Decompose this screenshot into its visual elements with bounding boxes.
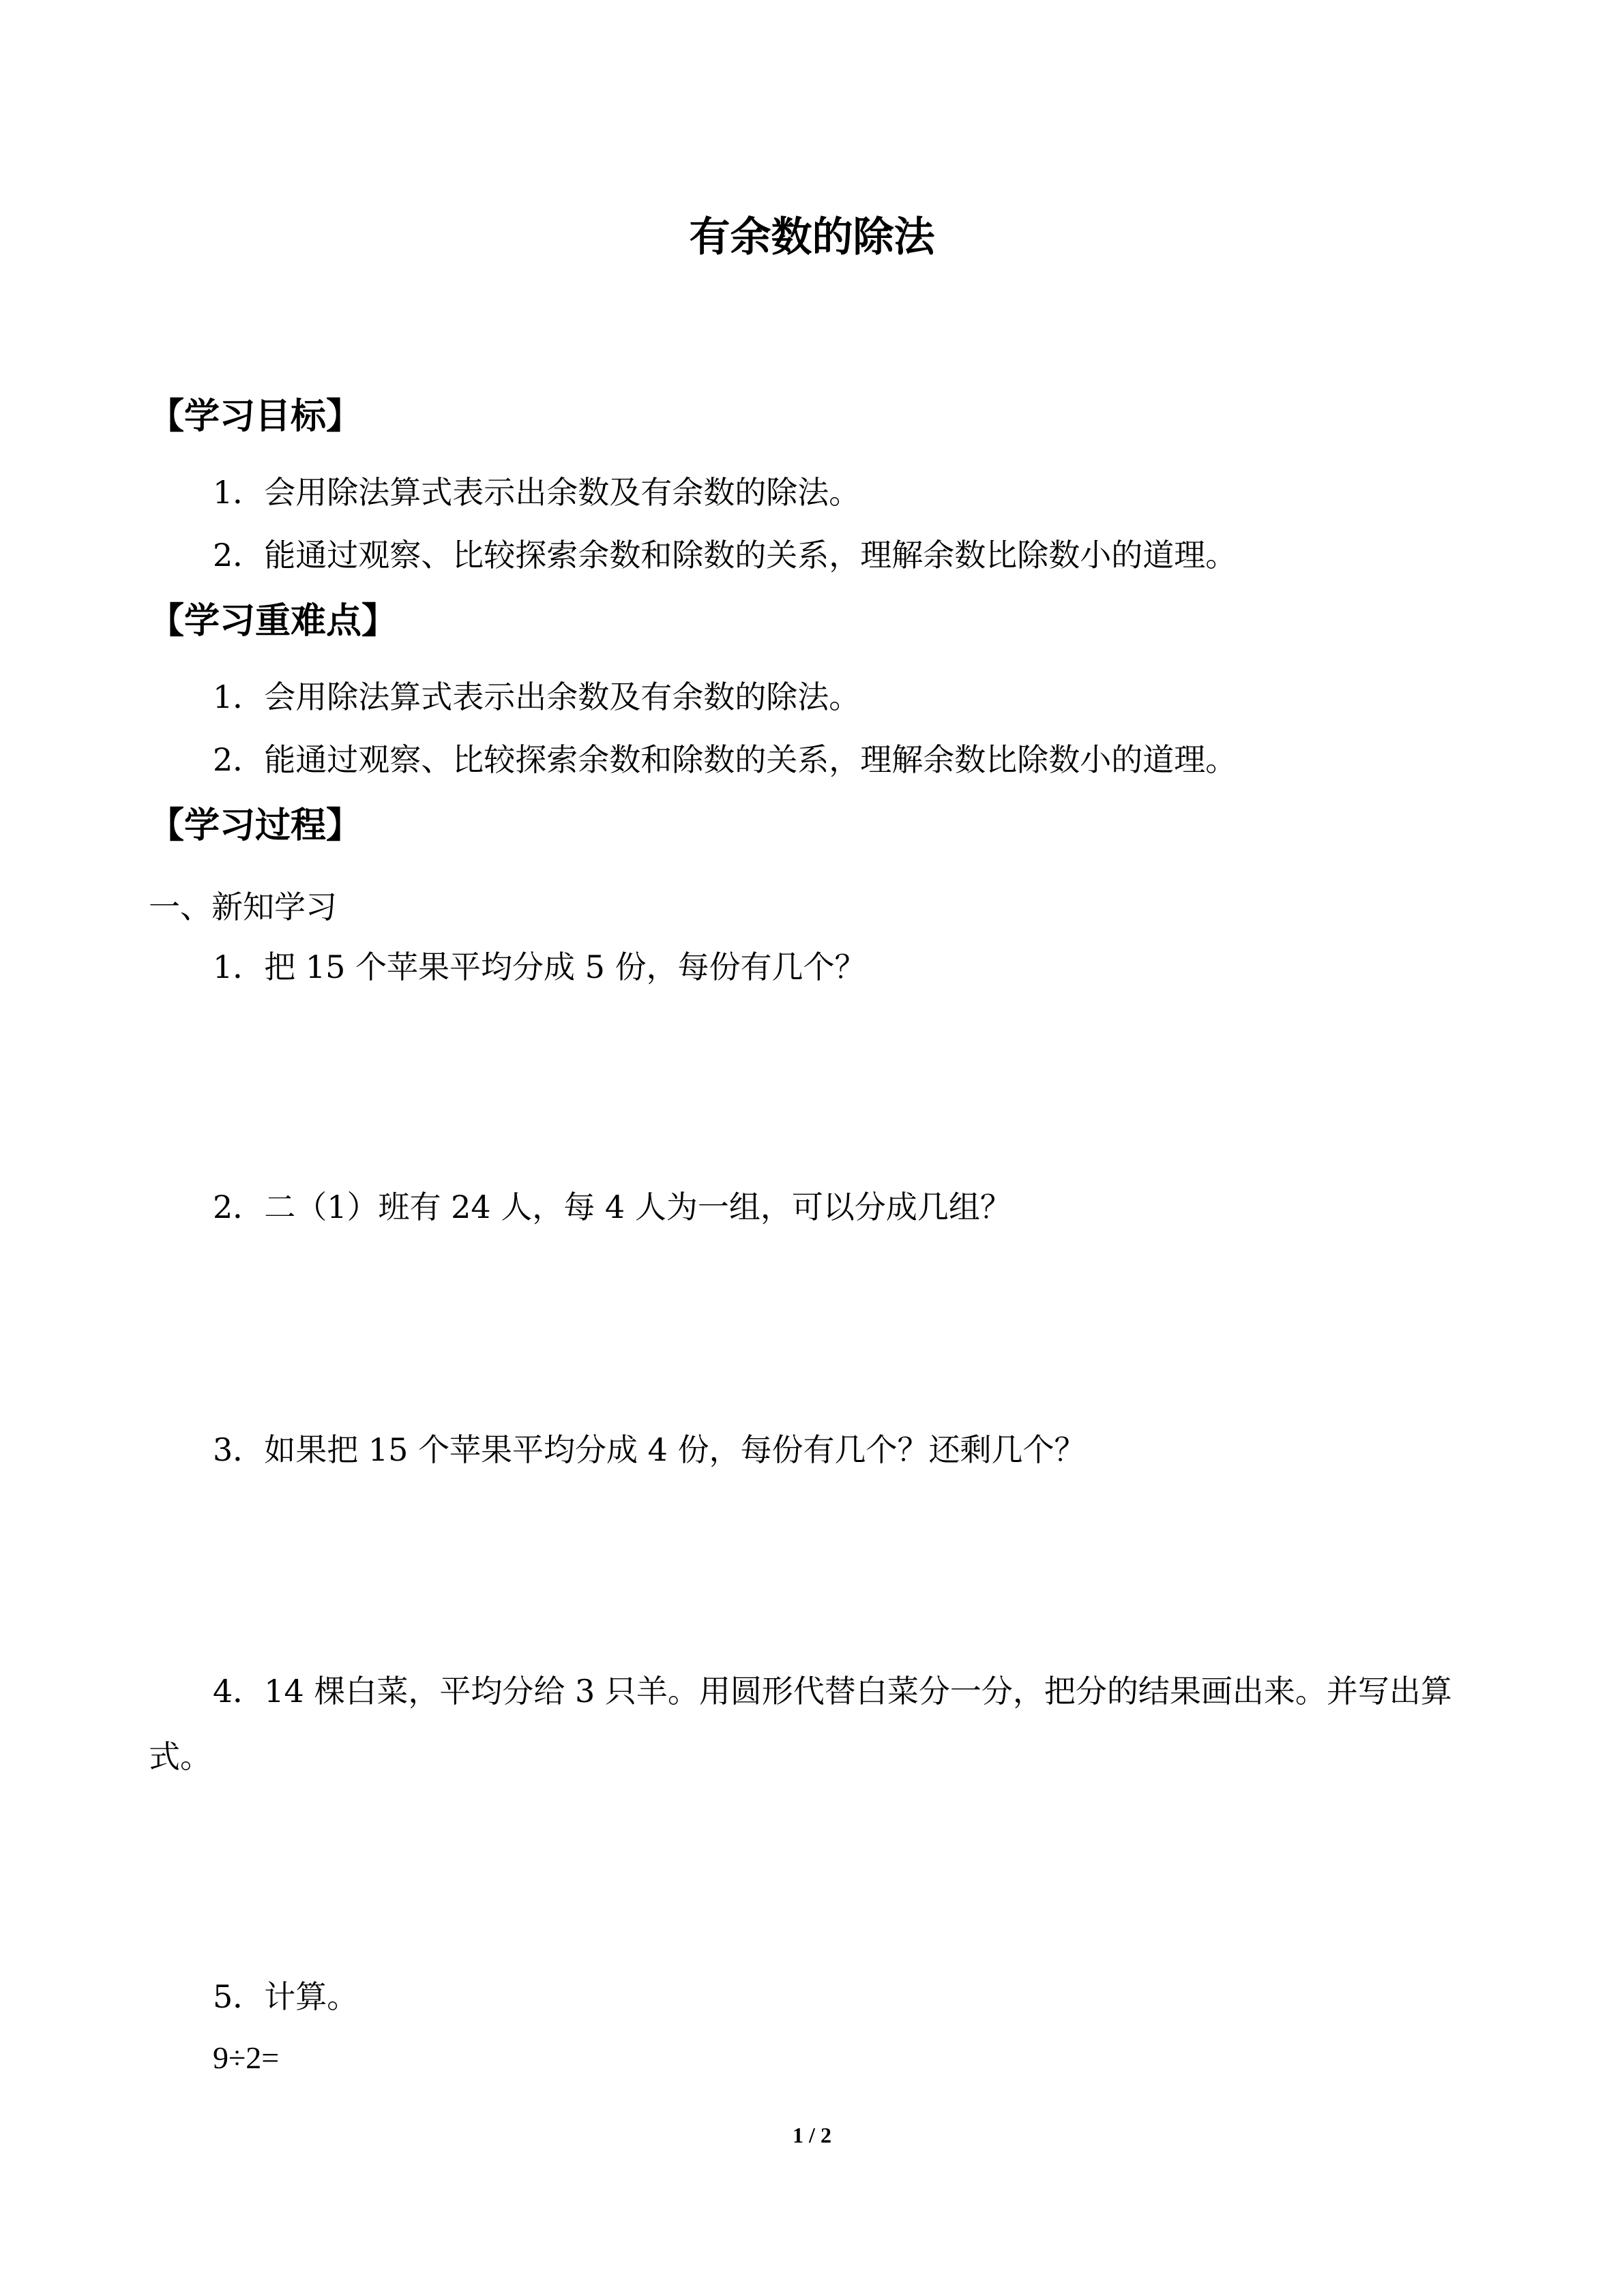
question-4-text: 4．14 棵白菜，平均分给 3 只羊。用圆形代替白菜分一分，把分的结果画出来。并写出算式。: [149, 1673, 1452, 1775]
question-1: 1．把 15 个苹果平均分成 5 份，每份有几个？: [213, 949, 866, 985]
question-2: 2．二（1）班有 24 人，每 4 人为一组，可以分成几组？: [213, 1189, 1012, 1225]
section-heading-key-points: 【学习重难点】: [149, 601, 398, 642]
goal-item-1: 1．会用除法算式表示出余数及有余数的除法。: [213, 474, 861, 511]
goal-item-2: 2．能通过观察、比较探索余数和除数的关系，理解余数比除数小的道理。: [213, 537, 1237, 573]
question-5: 5．计算。: [213, 1978, 359, 2015]
key-point-item-1: 1．会用除法算式表示出余数及有余数的除法。: [213, 679, 861, 715]
key-point-item-2: 2．能通过观察、比较探索余数和除数的关系，理解余数比除数小的道理。: [213, 741, 1237, 778]
question-4: [149, 1658, 1479, 1789]
section-heading-goals: 【学习目标】: [149, 396, 362, 437]
calculation-item: 9÷2=: [213, 2040, 280, 2075]
section-heading-process: 【学习过程】: [149, 805, 362, 846]
page-title: 有余数的除法: [689, 213, 935, 261]
page-number: 1 / 2: [793, 2123, 831, 2147]
part-label: 一、新知学习: [149, 889, 337, 925]
question-3: 3．如果把 15 个苹果平均分成 4 份，每份有几个？还剩几个？: [213, 1431, 1086, 1468]
